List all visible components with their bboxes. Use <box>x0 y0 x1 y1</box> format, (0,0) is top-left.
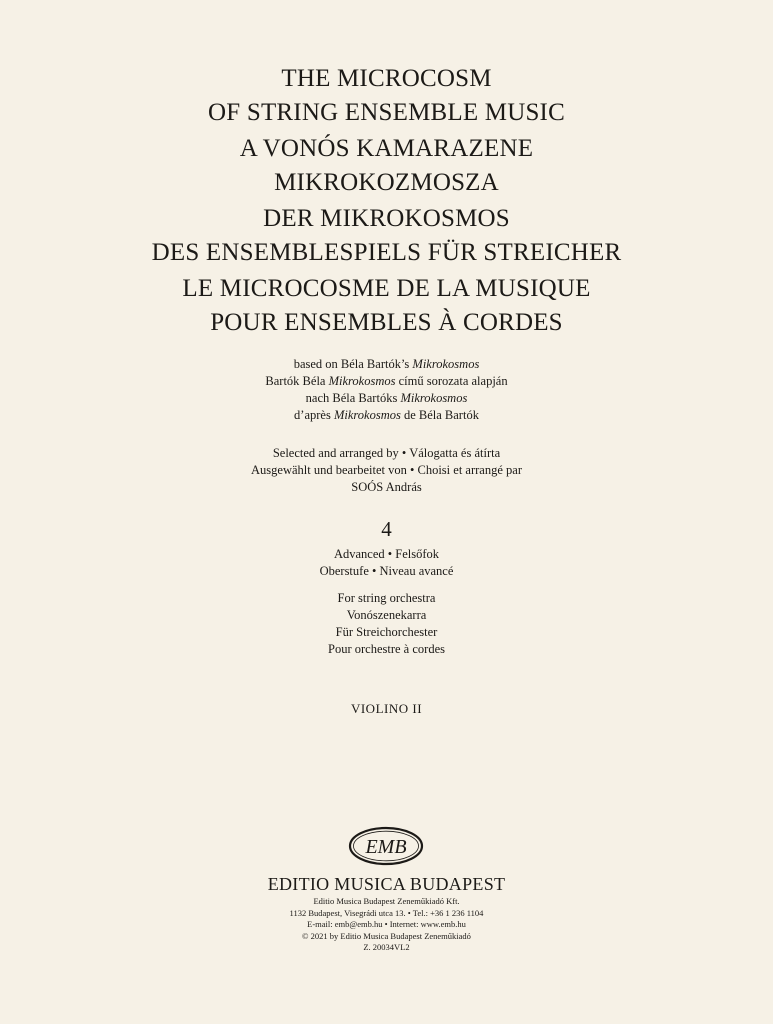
part-block <box>0 700 773 717</box>
level-block <box>0 546 773 580</box>
work-title: Mikrokosmos <box>400 391 468 405</box>
title-line: MIKROKOZMOSZA <box>274 169 499 196</box>
title-english <box>0 62 773 130</box>
title-line: A VONÓS KAMARAZENE <box>239 135 534 162</box>
based-on-line <box>0 390 773 407</box>
catalog-number: Z. 20034VL2 <box>363 942 410 952</box>
title-german <box>0 202 773 270</box>
based-on-line <box>0 407 773 424</box>
emb-oval-logo-icon <box>348 826 424 866</box>
level-line: Oberstufe • Niveau avancé <box>319 564 454 578</box>
orchestra-line: Vonószenekarra <box>346 608 427 622</box>
title-line: DER MIKROKOSMOS <box>263 205 510 232</box>
orchestra-line: For string orchestra <box>337 591 436 605</box>
volume-number <box>0 515 773 543</box>
orchestra-line: Für Streichorchester <box>335 625 438 639</box>
title-line: OF STRING ENSEMBLE MUSIC <box>208 99 565 126</box>
orchestra-block <box>0 590 773 658</box>
logo-text: EMB <box>365 836 407 858</box>
title-line: DES ENSEMBLESPIELS FÜR STREICHER <box>151 239 622 266</box>
text: nach Béla Bartóks <box>305 391 401 405</box>
text: de Béla Bartók <box>400 408 479 422</box>
publisher-block <box>0 872 773 954</box>
volume-label: 4 <box>381 517 392 541</box>
text: d’après <box>294 408 334 422</box>
text: based on Béla Bartók’s <box>293 357 413 371</box>
title-line: LE MICROCOSME DE LA MUSIQUE <box>182 275 591 302</box>
arranger-block <box>0 445 773 496</box>
based-on-line <box>0 373 773 390</box>
work-title: Mikrokosmos <box>412 357 480 371</box>
publisher-address: 1132 Budapest, Visegrádi utca 13. • Tel.: +36 1 236 1104 <box>289 907 484 918</box>
title-hungarian <box>0 132 773 200</box>
based-on-line <box>0 356 773 373</box>
title-block <box>0 62 773 342</box>
text: című sorozata alapján <box>395 374 508 388</box>
based-on-block <box>0 356 773 424</box>
part-name: VIOLINO II <box>350 701 423 716</box>
copyright-line: © 2021 by Editio Musica Budapest Zeneműkiadó <box>302 930 471 941</box>
arranger-name: SOÓS András <box>351 480 422 494</box>
text: Bartók Béla <box>265 374 329 388</box>
title-french <box>0 272 773 340</box>
orchestra-line: Pour orchestre à cordes <box>328 642 445 656</box>
arranged-label: Ausgewählt und bearbeitet von • Choisi et arrangé par <box>251 463 522 477</box>
title-line: THE MICROCOSM <box>281 65 492 92</box>
publisher-line: Editio Musica Budapest Zeneműkiadó Kft. <box>313 896 460 906</box>
level-line: Advanced • Felsőfok <box>333 547 440 561</box>
arranged-label: Selected and arranged by • Válogatta és átírta <box>272 446 501 460</box>
title-line: POUR ENSEMBLES À CORDES <box>210 309 563 336</box>
publisher-name: EDITIO MUSICA BUDAPEST <box>267 874 506 894</box>
work-title: Mikrokosmos <box>328 374 396 388</box>
work-title: Mikrokosmos <box>333 408 401 422</box>
publisher-contact: E-mail: emb@emb.hu • Internet: www.emb.hu <box>307 919 466 929</box>
